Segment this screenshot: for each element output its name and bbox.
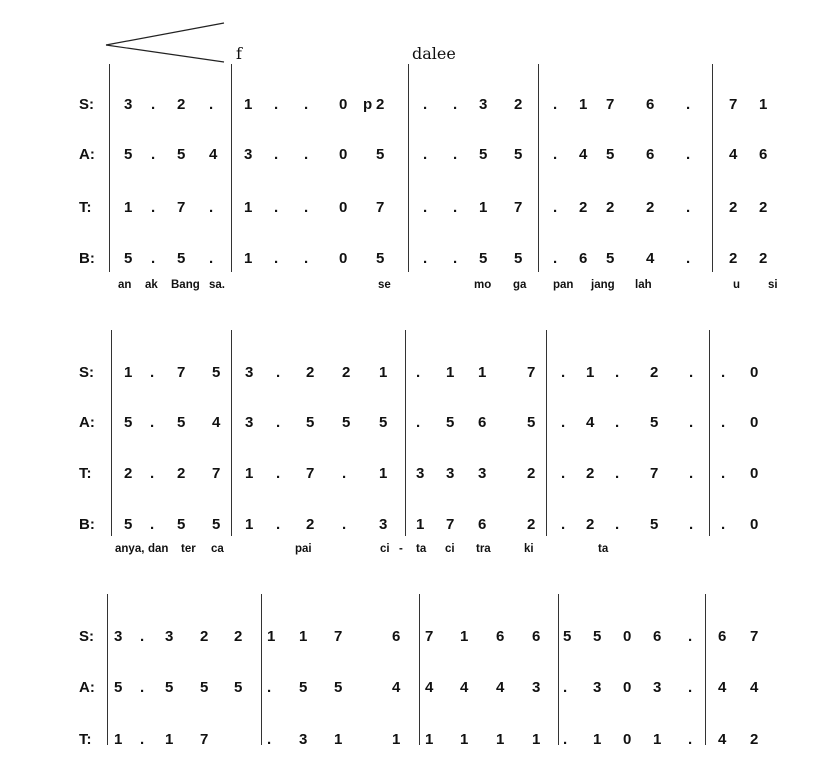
- rhythm-dot: .: [342, 465, 347, 482]
- rhythm-dot: .: [304, 199, 309, 216]
- note-number: 4: [460, 679, 469, 696]
- note-number: 7: [750, 628, 759, 645]
- rhythm-dot: .: [276, 465, 281, 482]
- note-number: 0: [339, 199, 348, 216]
- rhythm-dot: .: [423, 250, 428, 267]
- lyric-syllable: ter: [181, 543, 196, 555]
- note-number: 5: [212, 516, 221, 533]
- tempo-marking: dalee: [412, 44, 456, 63]
- rhythm-dot: .: [561, 414, 566, 431]
- rhythm-dot: .: [615, 364, 620, 381]
- bar-line: [538, 64, 539, 272]
- note-number: 2: [306, 516, 315, 533]
- note-number: 7: [212, 465, 221, 482]
- note-number: 2: [124, 465, 133, 482]
- rhythm-dot: .: [151, 96, 156, 113]
- note-number: 3: [244, 146, 253, 163]
- note-number: 3: [245, 414, 254, 431]
- bar-line: [709, 330, 710, 536]
- note-number: 2: [586, 465, 595, 482]
- note-number: 1: [124, 364, 133, 381]
- voice-label: B:: [79, 250, 95, 267]
- rhythm-dot: .: [140, 731, 145, 748]
- rhythm-dot: .: [140, 628, 145, 645]
- note-number: 7: [606, 96, 615, 113]
- rhythm-dot: .: [274, 199, 279, 216]
- rhythm-dot: .: [151, 199, 156, 216]
- lyric-syllable: Bang: [171, 279, 200, 291]
- note-number: 5: [124, 146, 133, 163]
- note-number: 2: [729, 250, 738, 267]
- note-number: 2: [606, 199, 615, 216]
- crescendo-hairpin: [0, 0, 828, 80]
- note-number: 5: [606, 250, 615, 267]
- lyric-syllable: si: [768, 279, 778, 291]
- note-number: 7: [334, 628, 343, 645]
- note-number: 1: [479, 199, 488, 216]
- note-number: 5: [514, 250, 523, 267]
- note-number: 1: [496, 731, 505, 748]
- note-number: 5: [563, 628, 572, 645]
- note-number: 1: [593, 731, 602, 748]
- rhythm-dot: .: [140, 679, 145, 696]
- lyric-syllable: ak: [145, 279, 158, 291]
- note-number: 1: [653, 731, 662, 748]
- note-number: 4: [646, 250, 655, 267]
- note-number: 1: [759, 96, 768, 113]
- note-number: 5: [376, 250, 385, 267]
- note-number: 1: [334, 731, 343, 748]
- rhythm-dot: .: [686, 96, 691, 113]
- voice-label: A:: [79, 414, 95, 431]
- note-number: 4: [392, 679, 401, 696]
- note-number: 5: [177, 146, 186, 163]
- note-number: 6: [759, 146, 768, 163]
- lyric-syllable: pai: [295, 543, 312, 555]
- note-number: 1: [114, 731, 123, 748]
- note-number: 3: [593, 679, 602, 696]
- lyric-syllable: -: [399, 543, 403, 555]
- note-number: 6: [496, 628, 505, 645]
- note-number: 1: [244, 199, 253, 216]
- note-number: 1: [124, 199, 133, 216]
- note-number: 7: [527, 364, 536, 381]
- rhythm-dot: .: [553, 96, 558, 113]
- note-number: 5: [124, 414, 133, 431]
- note-number: 3: [478, 465, 487, 482]
- rhythm-dot: .: [721, 465, 726, 482]
- bar-line: [109, 64, 110, 272]
- note-number: 2: [200, 628, 209, 645]
- lyric-syllable: ga: [513, 279, 527, 291]
- note-number: 2: [234, 628, 243, 645]
- lyric-syllable: ca: [211, 543, 224, 555]
- rhythm-dot: .: [561, 364, 566, 381]
- rhythm-dot: .: [304, 250, 309, 267]
- note-number: 2: [759, 250, 768, 267]
- note-number: 0: [623, 628, 632, 645]
- bar-line: [408, 64, 409, 272]
- rhythm-dot: .: [688, 679, 693, 696]
- lyric-syllable: an: [118, 279, 132, 291]
- lyric-syllable: ta: [416, 543, 427, 555]
- note-number: 5: [593, 628, 602, 645]
- rhythm-dot: .: [615, 465, 620, 482]
- note-number: 7: [514, 199, 523, 216]
- note-number: 2: [514, 96, 523, 113]
- bar-line: [111, 330, 112, 536]
- note-number: 5: [306, 414, 315, 431]
- note-number: 1: [245, 516, 254, 533]
- note-number: 0: [339, 96, 348, 113]
- note-number: 2: [376, 96, 385, 113]
- note-number: 7: [446, 516, 455, 533]
- rhythm-dot: .: [553, 250, 558, 267]
- lyric-syllable: dan: [148, 543, 169, 555]
- note-number: 3: [165, 628, 174, 645]
- rhythm-dot: .: [721, 414, 726, 431]
- note-number: 0: [623, 679, 632, 696]
- note-number: 5: [234, 679, 243, 696]
- note-number: 5: [650, 516, 659, 533]
- note-number: 6: [392, 628, 401, 645]
- rhythm-dot: .: [689, 465, 694, 482]
- note-number: 5: [177, 516, 186, 533]
- rhythm-dot: .: [274, 146, 279, 163]
- voice-label: T:: [79, 731, 92, 748]
- rhythm-dot: .: [151, 250, 156, 267]
- note-number: 1: [446, 364, 455, 381]
- note-number: 4: [425, 679, 434, 696]
- note-number: 2: [306, 364, 315, 381]
- bar-line: [107, 594, 108, 745]
- rhythm-dot: .: [276, 414, 281, 431]
- note-number: 1: [579, 96, 588, 113]
- note-number: 0: [750, 414, 759, 431]
- rhythm-dot: .: [688, 628, 693, 645]
- note-number: 2: [759, 199, 768, 216]
- rhythm-dot: .: [553, 199, 558, 216]
- rhythm-dot: .: [563, 731, 568, 748]
- voice-label: S:: [79, 628, 94, 645]
- lyric-syllable: lah: [635, 279, 652, 291]
- lyric-syllable: anya,: [115, 543, 145, 555]
- bar-line: [261, 594, 262, 745]
- rhythm-dot: .: [274, 96, 279, 113]
- note-number: 3: [446, 465, 455, 482]
- rhythm-dot: .: [150, 364, 155, 381]
- rhythm-dot: .: [150, 516, 155, 533]
- note-number: 5: [446, 414, 455, 431]
- note-number: 1: [244, 96, 253, 113]
- note-number: 5: [177, 414, 186, 431]
- note-number: 6: [579, 250, 588, 267]
- note-number: 7: [376, 199, 385, 216]
- rhythm-dot: .: [689, 516, 694, 533]
- rhythm-dot: .: [416, 364, 421, 381]
- note-number: 6: [718, 628, 727, 645]
- lyric-syllable: ci: [380, 543, 390, 555]
- lyric-syllable: ta: [598, 543, 609, 555]
- rhythm-dot: .: [563, 679, 568, 696]
- rhythm-dot: .: [276, 364, 281, 381]
- rhythm-dot: .: [453, 96, 458, 113]
- note-number: 0: [750, 364, 759, 381]
- note-number: 5: [650, 414, 659, 431]
- bar-line: [546, 330, 547, 536]
- rhythm-dot: .: [686, 250, 691, 267]
- note-number: 0: [750, 516, 759, 533]
- rhythm-dot: .: [688, 731, 693, 748]
- rhythm-dot: .: [423, 96, 428, 113]
- rhythm-dot: .: [209, 96, 214, 113]
- lyric-syllable: se: [378, 279, 391, 291]
- note-number: 1: [299, 628, 308, 645]
- note-number: 2: [527, 516, 536, 533]
- note-number: 7: [200, 731, 209, 748]
- rhythm-dot: .: [150, 414, 155, 431]
- note-number: 1: [379, 465, 388, 482]
- note-number: 6: [646, 146, 655, 163]
- lyric-syllable: u: [733, 279, 741, 291]
- rhythm-dot: .: [615, 516, 620, 533]
- rhythm-dot: .: [423, 199, 428, 216]
- bar-line: [231, 330, 232, 536]
- bar-line: [419, 594, 420, 745]
- rhythm-dot: .: [561, 465, 566, 482]
- rhythm-dot: .: [423, 146, 428, 163]
- note-number: 1: [460, 628, 469, 645]
- note-number: 4: [496, 679, 505, 696]
- note-number: 4: [718, 731, 727, 748]
- note-number: 6: [646, 96, 655, 113]
- note-number: 0: [339, 146, 348, 163]
- rhythm-dot: .: [209, 250, 214, 267]
- rhythm-dot: .: [615, 414, 620, 431]
- rhythm-dot: .: [209, 199, 214, 216]
- note-number: 5: [376, 146, 385, 163]
- note-number: 1: [245, 465, 254, 482]
- note-number: 5: [334, 679, 343, 696]
- note-number: 3: [653, 679, 662, 696]
- voice-label: A:: [79, 679, 95, 696]
- note-number: 3: [416, 465, 425, 482]
- note-number: 7: [729, 96, 738, 113]
- voice-label: T:: [79, 465, 92, 482]
- rhythm-dot: .: [453, 199, 458, 216]
- rhythm-dot: .: [689, 364, 694, 381]
- rhythm-dot: .: [416, 414, 421, 431]
- note-number: 3: [114, 628, 123, 645]
- rhythm-dot: .: [453, 146, 458, 163]
- note-number: 1: [392, 731, 401, 748]
- rhythm-dot: .: [267, 679, 272, 696]
- note-number: 1: [416, 516, 425, 533]
- note-number: 4: [750, 679, 759, 696]
- note-number: 5: [379, 414, 388, 431]
- voice-label: S:: [79, 96, 94, 113]
- note-number: 4: [718, 679, 727, 696]
- lyric-syllable: ki: [524, 543, 534, 555]
- lyric-syllable: pan: [553, 279, 574, 291]
- note-number: 2: [342, 364, 351, 381]
- note-number: 2: [586, 516, 595, 533]
- note-number: 5: [200, 679, 209, 696]
- bar-line: [231, 64, 232, 272]
- note-number: 4: [212, 414, 221, 431]
- note-number: 6: [478, 414, 487, 431]
- lyric-syllable: mo: [474, 279, 492, 291]
- bar-line: [705, 594, 706, 745]
- note-number: 3: [379, 516, 388, 533]
- note-number: 1: [478, 364, 487, 381]
- note-number: 1: [586, 364, 595, 381]
- bar-line: [405, 330, 406, 536]
- note-number: 7: [177, 199, 186, 216]
- note-number: 1: [379, 364, 388, 381]
- voice-label: A:: [79, 146, 95, 163]
- rhythm-dot: .: [274, 250, 279, 267]
- note-number: 5: [514, 146, 523, 163]
- lyric-syllable: ci: [445, 543, 455, 555]
- note-number: 2: [177, 465, 186, 482]
- rhythm-dot: .: [276, 516, 281, 533]
- note-number: 6: [532, 628, 541, 645]
- note-number: 4: [579, 146, 588, 163]
- note-number: 5: [342, 414, 351, 431]
- rhythm-dot: .: [561, 516, 566, 533]
- note-number: 0: [623, 731, 632, 748]
- note-number: 1: [532, 731, 541, 748]
- rhythm-dot: .: [721, 364, 726, 381]
- rhythm-dot: .: [342, 516, 347, 533]
- bar-line: [558, 594, 559, 745]
- bar-line: [712, 64, 713, 272]
- note-number: 2: [579, 199, 588, 216]
- note-number: 1: [165, 731, 174, 748]
- note-number: 4: [586, 414, 595, 431]
- note-number: 6: [653, 628, 662, 645]
- piano-mark: p: [363, 96, 373, 113]
- note-number: 1: [425, 731, 434, 748]
- note-number: 2: [729, 199, 738, 216]
- voice-label: S:: [79, 364, 94, 381]
- note-number: 2: [646, 199, 655, 216]
- voice-label: B:: [79, 516, 95, 533]
- note-number: 3: [245, 364, 254, 381]
- rhythm-dot: .: [453, 250, 458, 267]
- note-number: 3: [479, 96, 488, 113]
- note-number: 3: [299, 731, 308, 748]
- note-number: 1: [267, 628, 276, 645]
- note-number: 2: [527, 465, 536, 482]
- note-number: 2: [650, 364, 659, 381]
- note-number: 7: [177, 364, 186, 381]
- lyric-syllable: sa.: [209, 279, 225, 291]
- note-number: 7: [306, 465, 315, 482]
- rhythm-dot: .: [150, 465, 155, 482]
- note-number: 3: [124, 96, 133, 113]
- note-number: 6: [478, 516, 487, 533]
- note-number: 1: [460, 731, 469, 748]
- note-number: 4: [729, 146, 738, 163]
- note-number: 7: [650, 465, 659, 482]
- note-number: 5: [299, 679, 308, 696]
- rhythm-dot: .: [689, 414, 694, 431]
- note-number: 4: [209, 146, 218, 163]
- note-number: 2: [177, 96, 186, 113]
- rhythm-dot: .: [686, 146, 691, 163]
- note-number: 5: [479, 250, 488, 267]
- note-number: 5: [606, 146, 615, 163]
- rhythm-dot: .: [686, 199, 691, 216]
- note-number: 5: [177, 250, 186, 267]
- note-number: 5: [114, 679, 123, 696]
- note-number: 5: [124, 516, 133, 533]
- lyric-syllable: jang: [591, 279, 615, 291]
- rhythm-dot: .: [304, 146, 309, 163]
- note-number: 5: [165, 679, 174, 696]
- forte-mark: f: [236, 44, 242, 63]
- note-number: 5: [212, 364, 221, 381]
- note-number: 3: [532, 679, 541, 696]
- rhythm-dot: .: [721, 516, 726, 533]
- rhythm-dot: .: [553, 146, 558, 163]
- note-number: 0: [339, 250, 348, 267]
- note-number: 5: [527, 414, 536, 431]
- note-number: 0: [750, 465, 759, 482]
- note-number: 1: [244, 250, 253, 267]
- note-number: 5: [479, 146, 488, 163]
- voice-label: T:: [79, 199, 92, 216]
- rhythm-dot: .: [304, 96, 309, 113]
- rhythm-dot: .: [267, 731, 272, 748]
- lyric-syllable: tra: [476, 543, 491, 555]
- rhythm-dot: .: [151, 146, 156, 163]
- note-number: 7: [425, 628, 434, 645]
- note-number: 5: [124, 250, 133, 267]
- note-number: 2: [750, 731, 759, 748]
